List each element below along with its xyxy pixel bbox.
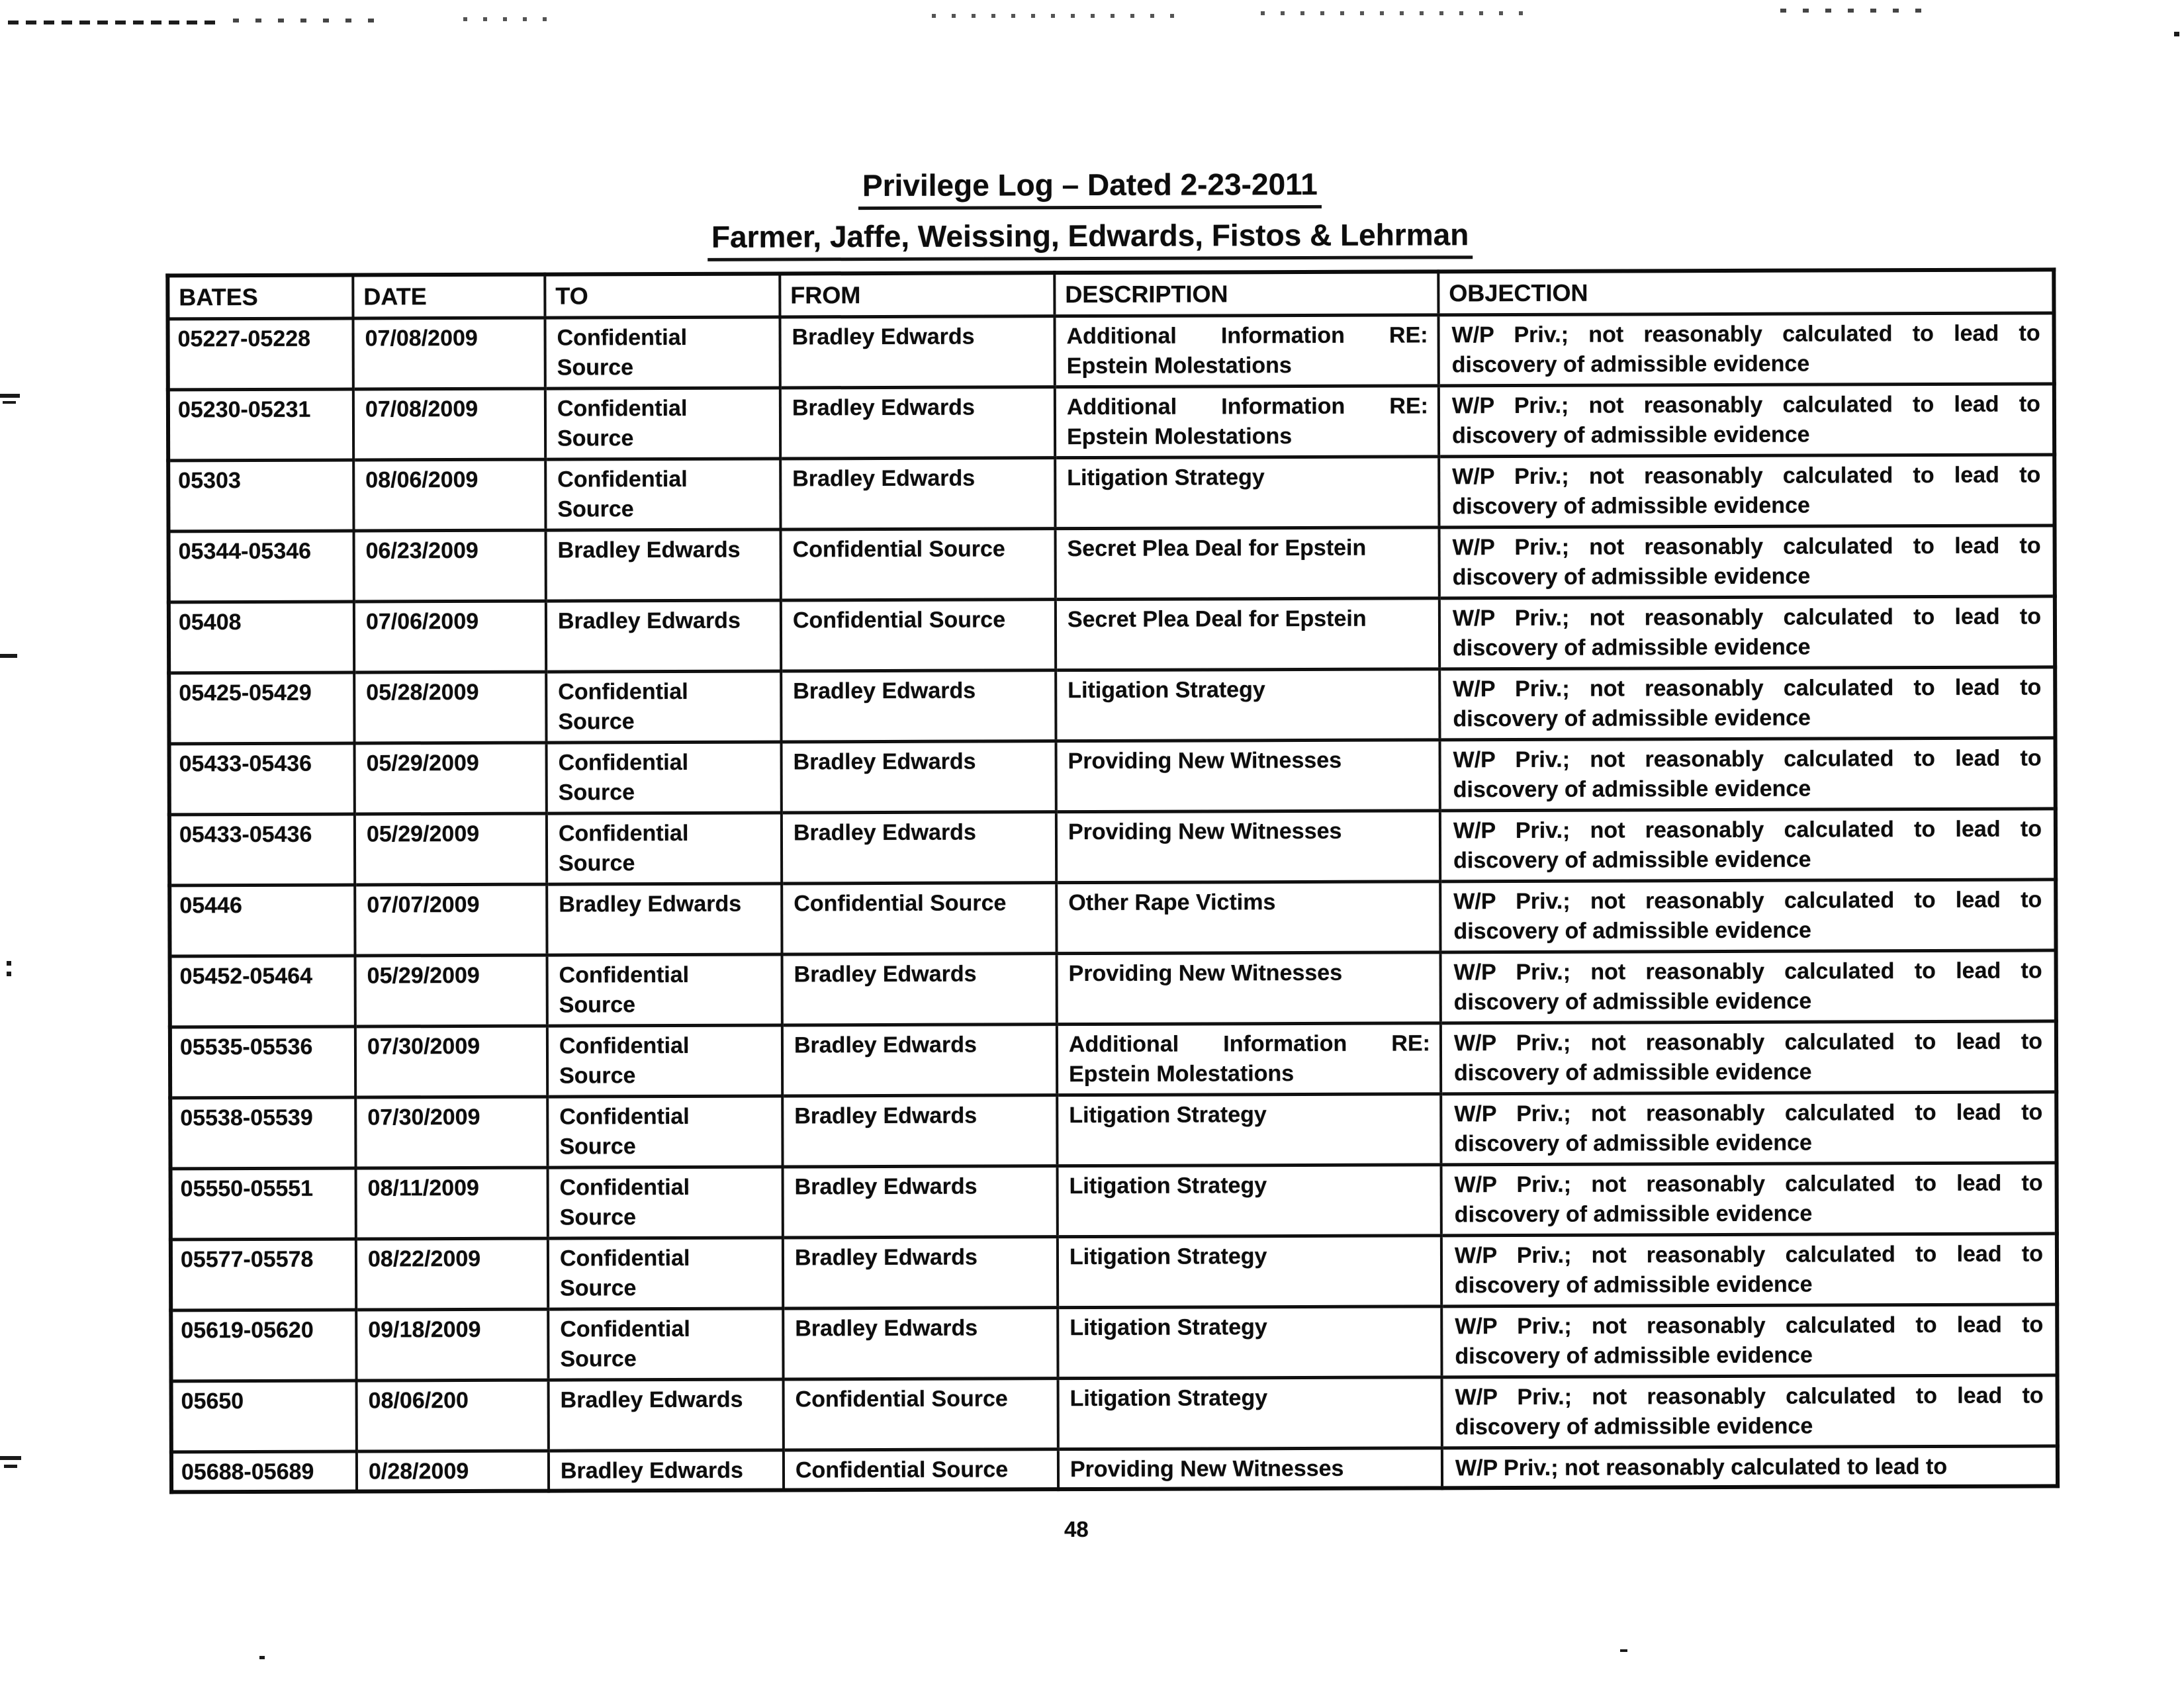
cell-from: Confidential Source: [784, 1379, 1058, 1450]
column-header: TO: [545, 273, 780, 318]
cell-bates: 05688-05689: [171, 1451, 357, 1492]
cell-description: Litigation Strategy: [1058, 1165, 1441, 1237]
cell-objection: W/P Priv.; not reasonably calculated to lead to discovery of admissible evidence: [1439, 455, 2054, 527]
cell-to: Confidential Source: [548, 1238, 783, 1309]
cell-objection: W/P Priv.; not reasonably calculated to lead to discovery of admissible evidence: [1440, 880, 2056, 952]
cell-from: Bradley Edwards: [782, 1095, 1057, 1167]
privilege-log-table: [165, 267, 2060, 1494]
table-row: [169, 667, 2055, 744]
cell-to: Confidential Source: [545, 317, 780, 388]
cell-from: Bradley Edwards: [780, 387, 1055, 459]
document-header: [0, 0, 2182, 263]
cell-bates: 05619-05620: [171, 1310, 356, 1381]
cell-from: Confidential Source: [784, 1449, 1058, 1490]
cell-bates: 05577-05578: [171, 1239, 356, 1310]
cell-objection: W/P Priv.; not reasonably calculated to lead to: [1442, 1446, 2058, 1488]
cell-description: Litigation Strategy: [1056, 669, 1439, 741]
cell-to: Bradley Edwards: [546, 600, 781, 672]
document-subtitle: Farmer, Jaffe, Weissing, Edwards, Fistos & Lehrman: [707, 216, 1473, 261]
table-row: [168, 384, 2054, 461]
cell-from: Bradley Edwards: [780, 316, 1054, 388]
cell-objection: W/P Priv.; not reasonably calculated to lead to discovery of admissible evidence: [1438, 313, 2054, 386]
cell-from: Confidential Source: [781, 529, 1056, 600]
cell-objection: W/P Priv.; not reasonably calculated to lead to discovery of admissible evidence: [1440, 738, 2056, 811]
cell-objection: W/P Priv.; not reasonably calculated to lead to discovery of admissible evidence: [1439, 596, 2055, 669]
column-header: OBJECTION: [1438, 269, 2054, 314]
cell-to: Confidential Source: [545, 459, 780, 530]
cell-description: Additional Information RE: Epstein Molestations: [1054, 315, 1438, 387]
cell-description: Providing New Witnesses: [1057, 952, 1441, 1025]
cell-from: Bradley Edwards: [782, 954, 1057, 1025]
cell-bates: 05303: [168, 460, 353, 531]
cell-description: Secret Plea Deal for Epstein: [1056, 598, 1439, 670]
cell-objection: W/P Priv.; not reasonably calculated to lead to discovery of admissible evidence: [1441, 1234, 2057, 1306]
table-header: [167, 269, 2054, 318]
cell-date: 07/07/2009: [355, 884, 547, 956]
cell-to: Confidential Source: [547, 954, 782, 1026]
cell-bates: 05230-05231: [168, 389, 353, 461]
cell-to: Confidential Source: [545, 388, 780, 459]
cell-bates: 05650: [171, 1381, 357, 1452]
cell-objection: W/P Priv.; not reasonably calculated to lead to discovery of admissible evidence: [1439, 384, 2054, 457]
cell-to: Bradley Edwards: [549, 1450, 784, 1491]
column-header: DESCRIPTION: [1054, 271, 1438, 316]
column-header: FROM: [780, 273, 1054, 317]
cell-from: Bradley Edwards: [782, 812, 1056, 884]
cell-to: Bradley Edwards: [546, 529, 781, 601]
cell-from: Bradley Edwards: [783, 1237, 1058, 1308]
cell-from: Bradley Edwards: [783, 1308, 1058, 1379]
cell-bates: 05538-05539: [170, 1097, 355, 1169]
cell-description: Providing New Witnesses: [1056, 811, 1440, 883]
cell-to: Confidential Source: [547, 742, 782, 813]
table-row: [171, 1304, 2057, 1381]
cell-description: Providing New Witnesses: [1056, 740, 1440, 812]
table-row: [168, 313, 2054, 390]
cell-bates: 05535-05536: [170, 1027, 355, 1098]
cell-bates: 05227-05228: [168, 318, 353, 390]
cell-description: Secret Plea Deal for Epstein: [1056, 527, 1439, 600]
cell-date: 05/29/2009: [355, 743, 547, 814]
cell-date: 08/06/2009: [353, 459, 545, 531]
cell-date: 06/23/2009: [354, 530, 546, 602]
cell-from: Confidential Source: [782, 883, 1056, 954]
cell-to: Confidential Source: [547, 813, 782, 884]
cell-objection: W/P Priv.; not reasonably calculated to lead to discovery of admissible evidence: [1440, 809, 2056, 882]
cell-date: 08/22/2009: [356, 1238, 548, 1310]
page-number: 48: [1064, 1517, 1089, 1541]
cell-date: 07/06/2009: [354, 601, 546, 672]
cell-to: Bradley Edwards: [547, 884, 782, 955]
cell-description: Other Rape Victims: [1056, 882, 1440, 954]
document-title-row: [0, 163, 2182, 212]
cell-date: 07/30/2009: [355, 1026, 547, 1097]
table-row: [171, 1375, 2058, 1452]
cell-to: Confidential Source: [546, 671, 781, 743]
table-row: [169, 596, 2055, 673]
document-title: Privilege Log – Dated 2-23-2011: [858, 166, 1322, 210]
cell-description: Litigation Strategy: [1055, 457, 1439, 529]
cell-date: 05/29/2009: [355, 813, 547, 885]
cell-from: Bradley Edwards: [782, 741, 1056, 813]
column-header: DATE: [353, 275, 545, 318]
cell-date: 09/18/2009: [356, 1309, 548, 1381]
cell-date: 0/28/2009: [357, 1451, 549, 1491]
cell-bates: 05408: [169, 602, 354, 673]
cell-from: Bradley Edwards: [783, 1166, 1058, 1238]
cell-description: Litigation Strategy: [1057, 1094, 1441, 1166]
column-header: BATES: [167, 275, 353, 319]
cell-to: Confidential Source: [547, 1096, 782, 1167]
cell-from: Confidential Source: [781, 600, 1056, 671]
table-row: [171, 1234, 2057, 1310]
cell-bates: 05446: [169, 885, 355, 956]
cell-description: Additional Information RE: Epstein Molestations: [1055, 386, 1439, 458]
cell-bates: 05433-05436: [169, 814, 355, 886]
table-body: [168, 313, 2058, 1492]
cell-objection: W/P Priv.; not reasonably calculated to lead to discovery of admissible evidence: [1439, 667, 2055, 740]
table-row: [169, 809, 2056, 886]
cell-description: Litigation Strategy: [1058, 1377, 1442, 1449]
cell-objection: W/P Priv.; not reasonably calculated to lead to discovery of admissible evidence: [1441, 1304, 2057, 1377]
cell-date: 08/11/2009: [356, 1167, 548, 1239]
cell-description: Litigation Strategy: [1058, 1306, 1441, 1379]
cell-objection: W/P Priv.; not reasonably calculated to lead to discovery of admissible evidence: [1441, 950, 2056, 1023]
cell-date: 07/08/2009: [353, 318, 545, 389]
cell-bates: 05425-05429: [169, 672, 354, 744]
cell-objection: W/P Priv.; not reasonably calculated to lead to discovery of admissible evidence: [1441, 1092, 2056, 1165]
table-row: [170, 950, 2056, 1027]
cell-to: Bradley Edwards: [549, 1379, 784, 1451]
table-row: [170, 1092, 2056, 1169]
table-row: [171, 1163, 2057, 1240]
table-row: [169, 880, 2056, 956]
cell-date: 05/29/2009: [355, 955, 547, 1027]
cell-from: Bradley Edwards: [782, 1025, 1057, 1096]
cell-description: Providing New Witnesses: [1058, 1448, 1442, 1489]
cell-date: 05/28/2009: [354, 672, 546, 743]
table-row: [169, 526, 2055, 602]
document-subtitle-row: [0, 214, 2182, 263]
table-header-row: [167, 269, 2054, 318]
cell-from: Bradley Edwards: [780, 458, 1055, 529]
table-row: [169, 738, 2056, 815]
cell-bates: 05550-05551: [171, 1168, 356, 1240]
table-row: [168, 455, 2054, 531]
table-row: [171, 1446, 2058, 1492]
cell-objection: W/P Priv.; not reasonably calculated to lead to discovery of admissible evidence: [1441, 1021, 2056, 1094]
cell-description: Additional Information RE: Epstein Molestations: [1057, 1023, 1441, 1095]
cell-to: Confidential Source: [548, 1308, 783, 1380]
cell-description: Litigation Strategy: [1058, 1236, 1441, 1308]
cell-bates: 05452-05464: [170, 956, 355, 1027]
cell-bates: 05433-05436: [169, 743, 355, 815]
cell-objection: W/P Priv.; not reasonably calculated to lead to discovery of admissible evidence: [1441, 1163, 2057, 1236]
cell-to: Confidential Source: [548, 1167, 783, 1238]
cell-bates: 05344-05346: [169, 531, 354, 602]
cell-date: 08/06/200: [357, 1380, 549, 1451]
cell-date: 07/30/2009: [355, 1097, 547, 1168]
cell-objection: W/P Priv.; not reasonably calculated to lead to discovery of admissible evidence: [1442, 1375, 2058, 1448]
cell-from: Bradley Edwards: [781, 670, 1056, 742]
cell-to: Confidential Source: [547, 1025, 782, 1097]
table-row: [170, 1021, 2056, 1098]
cell-date: 07/08/2009: [353, 388, 545, 460]
cell-objection: W/P Priv.; not reasonably calculated to lead to discovery of admissible evidence: [1439, 526, 2055, 598]
